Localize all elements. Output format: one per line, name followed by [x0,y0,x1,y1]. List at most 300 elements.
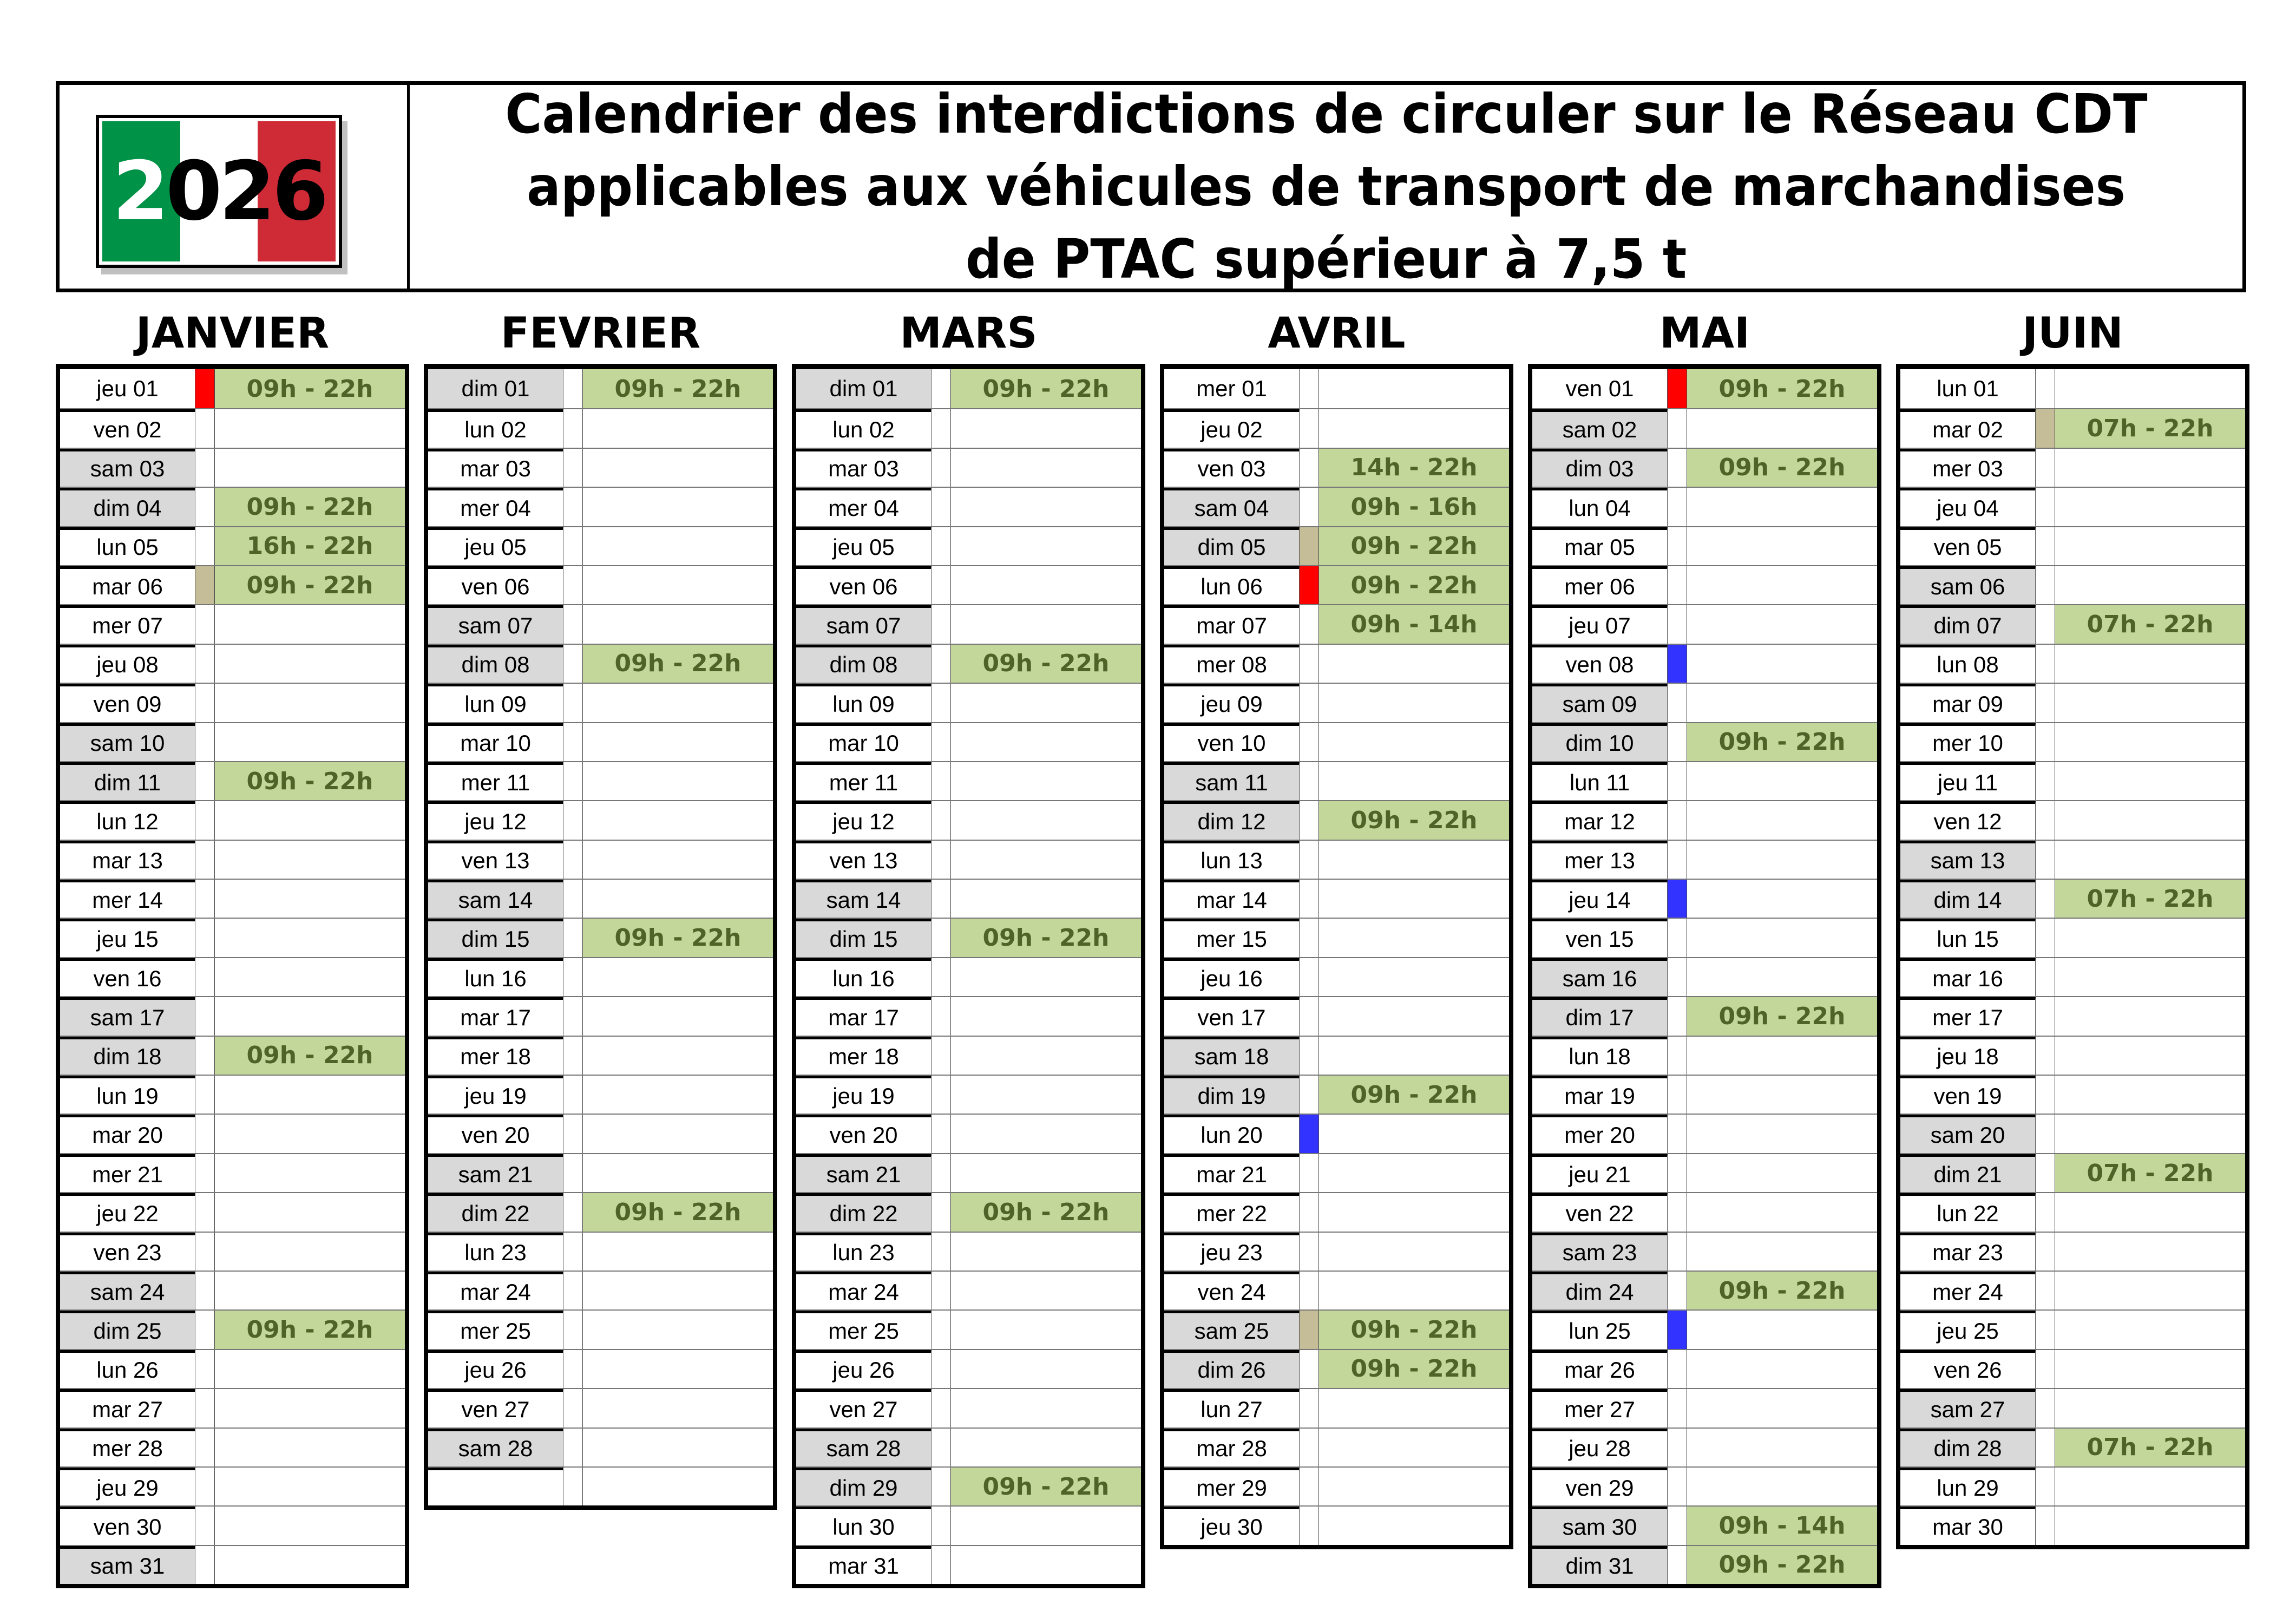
restriction-hours: 09h - 22h [1687,449,1877,487]
day-row [796,1114,1141,1152]
day-row [796,526,1141,565]
day-label: dim 08 [796,645,931,683]
marker-tan-icon [195,566,215,604]
marker-cell [1668,762,1687,800]
marker-cell [2036,801,2055,839]
day-row [60,604,405,643]
day-row [796,918,1141,957]
marker-cell [2036,527,2055,565]
restriction-hours [951,566,1141,604]
day-row [60,957,405,996]
day-row [60,448,405,487]
day-label: sam 27 [1900,1389,2036,1427]
restriction-hours [2055,919,2245,957]
day-row [60,1505,405,1544]
day-row [1164,918,1509,957]
day-label: mar 23 [1900,1233,2036,1271]
day-row [1164,722,1509,761]
marker-cell [195,1076,215,1114]
restriction-hours [2055,997,2245,1035]
marker-cell [931,1468,951,1505]
restriction-hours [2055,645,2245,683]
day-label: mar 07 [1164,605,1300,643]
day-row [1532,604,1877,643]
day-row [428,1309,773,1348]
day-row [1164,1466,1509,1505]
marker-tan-icon [2036,409,2055,447]
day-row [1900,1036,2245,1075]
day-row [428,408,773,447]
day-label: ven 06 [428,566,563,604]
marker-cell [2036,566,2055,604]
day-row [60,565,405,604]
restriction-hours [951,449,1141,487]
day-label: mar 10 [428,723,563,761]
restriction-hours [1687,801,1877,839]
day-label: jeu 30 [1164,1507,1300,1544]
day-row [796,879,1141,918]
day-row [796,1271,1141,1309]
day-label: dim 08 [428,645,563,683]
day-label: mer 11 [796,762,931,800]
marker-cell [563,1154,583,1192]
day-row [60,722,405,761]
marker-cell [1300,605,1319,643]
marker-cell [2036,684,2055,722]
marker-cell [563,1115,583,1152]
day-label: jeu 01 [60,369,195,408]
restriction-hours [951,1546,1141,1584]
day-label: lun 16 [796,958,931,996]
restriction-hours: 07h - 22h [2055,605,2245,643]
restriction-hours [951,1389,1141,1427]
restriction-hours [2055,1193,2245,1231]
restriction-hours: 07h - 22h [2055,409,2245,447]
day-row [60,1232,405,1271]
day-label: jeu 26 [796,1350,931,1388]
marker-cell [195,1468,215,1505]
day-row [1900,604,2245,643]
marker-cell [195,645,215,683]
day-row [1164,1271,1509,1309]
marker-cell [2036,919,2055,957]
marker-cell [1668,684,1687,722]
marker-blue-icon [1668,645,1687,683]
marker-cell [563,1037,583,1075]
day-row [1164,487,1509,526]
day-label: mar 27 [60,1389,195,1427]
day-label: sam 10 [60,723,195,761]
day-label: dim 31 [1532,1546,1668,1584]
restriction-hours [583,605,773,643]
marker-cell [1668,1115,1687,1152]
day-row [796,1545,1141,1584]
day-label: lun 12 [60,801,195,839]
marker-cell [2036,880,2055,918]
day-row [428,683,773,722]
day-row [1900,1232,2245,1271]
day-row [1164,644,1509,683]
day-row [1900,487,2245,526]
day-row [60,996,405,1035]
restriction-hours [583,997,773,1035]
day-label: sam 06 [1900,566,2036,604]
marker-cell [1668,919,1687,957]
day-label: sam 03 [60,449,195,487]
day-label: sam 30 [1532,1507,1668,1544]
day-label: mer 18 [796,1037,931,1075]
day-label: mar 30 [1900,1507,2036,1544]
restriction-hours [951,1076,1141,1114]
restriction-hours [1319,880,1509,918]
day-label: jeu 28 [1532,1429,1668,1466]
day-row [1164,840,1509,879]
month-mars [792,303,1145,1588]
restriction-hours [583,762,773,800]
month-avril [1160,303,1513,1549]
marker-cell [195,1429,215,1466]
day-row [1900,840,2245,879]
day-row [1900,996,2245,1035]
day-row [1164,1505,1509,1544]
day-row [1164,761,1509,800]
month-juin [1896,303,2249,1549]
day-row [796,1192,1141,1231]
marker-cell [1300,1389,1319,1427]
marker-cell [563,1468,583,1505]
day-label: lun 11 [1532,762,1668,800]
day-row [60,1075,405,1114]
restriction-hours: 09h - 22h [215,1311,405,1348]
restriction-hours [2055,1311,2245,1348]
day-label: jeu 16 [1164,958,1300,996]
day-label: lun 09 [796,684,931,722]
restriction-hours [951,1311,1141,1348]
marker-cell [931,1076,951,1114]
day-row [796,1309,1141,1348]
restriction-hours [2055,1507,2245,1544]
restriction-hours [2055,369,2245,408]
day-label: mar 26 [1532,1350,1668,1388]
day-label: mer 14 [60,880,195,918]
day-label: mar 17 [428,997,563,1035]
restriction-hours: 09h - 22h [215,1037,405,1075]
day-row [796,1505,1141,1544]
day-label: sam 14 [796,880,931,918]
day-label: mer 07 [60,605,195,643]
day-row [1532,879,1877,918]
day-label: sam 20 [1900,1115,2036,1152]
restriction-hours: 09h - 22h [1319,1311,1509,1348]
marker-cell [931,1507,951,1544]
day-row [1900,761,2245,800]
marker-cell [931,449,951,487]
day-label: ven 22 [1532,1193,1668,1231]
day-label: dim 01 [428,369,563,408]
day-label: mer 17 [1900,997,2036,1035]
restriction-hours: 09h - 22h [951,645,1141,683]
marker-cell [563,841,583,879]
day-row [1532,448,1877,487]
day-label: lun 23 [796,1233,931,1271]
marker-cell [195,1546,215,1584]
day-label: lun 04 [1532,488,1668,526]
day-label: mer 25 [796,1311,931,1348]
day-row [1164,1232,1509,1271]
marker-cell [195,958,215,996]
day-row [1164,683,1509,722]
day-label: mer 11 [428,762,563,800]
marker-cell [931,1037,951,1075]
day-label [428,1468,563,1505]
marker-red-icon [195,369,215,408]
marker-cell [931,527,951,565]
marker-cell [563,488,583,526]
month-title: JANVIER [135,309,330,358]
marker-cell [195,1233,215,1271]
day-label: jeu 08 [60,645,195,683]
day-label: ven 15 [1532,919,1668,957]
day-label: lun 15 [1900,919,2036,957]
restriction-hours [1319,1272,1509,1309]
restriction-hours [215,1233,405,1271]
day-row [1532,1349,1877,1388]
day-label: jeu 19 [428,1076,563,1114]
marker-cell [931,1115,951,1152]
day-row [796,761,1141,800]
day-row [428,996,773,1035]
day-row [428,1075,773,1114]
marker-cell [1300,409,1319,447]
day-label: dim 15 [428,919,563,957]
marker-cell [1668,997,1687,1035]
marker-cell [563,1076,583,1114]
day-row [60,644,405,683]
day-row [1900,1388,2245,1427]
day-label: ven 12 [1900,801,2036,839]
marker-cell [195,801,215,839]
day-row [1532,1505,1877,1544]
day-row [1900,918,2245,957]
marker-cell [1300,1076,1319,1114]
marker-cell [563,958,583,996]
day-label: mar 05 [1532,527,1668,565]
day-row [1532,487,1877,526]
marker-cell [1668,1076,1687,1114]
marker-cell [931,919,951,957]
restriction-hours [215,997,405,1035]
day-label: ven 06 [796,566,931,604]
restriction-hours [215,605,405,643]
day-row [1900,800,2245,839]
day-row [1900,1153,2245,1192]
restriction-hours [215,958,405,996]
day-row [428,722,773,761]
marker-blue-icon [1300,1115,1319,1152]
restriction-hours [1319,409,1509,447]
marker-cell [931,1429,951,1466]
day-label: mer 21 [60,1154,195,1192]
month-table [424,364,777,1510]
marker-cell [2036,958,2055,996]
day-label: mer 25 [428,1311,563,1348]
restriction-hours [1319,1154,1509,1192]
marker-cell [563,605,583,643]
day-row [1532,565,1877,604]
day-row [1164,369,1509,408]
marker-cell [195,449,215,487]
restriction-hours [583,1350,773,1388]
marker-cell [931,1233,951,1271]
restriction-hours [1687,605,1877,643]
restriction-hours: 09h - 22h [583,369,773,408]
day-label: dim 11 [60,762,195,800]
day-label: mer 18 [428,1037,563,1075]
day-row [1900,1192,2245,1231]
day-row [428,879,773,918]
restriction-hours [2055,723,2245,761]
day-row [1532,1271,1877,1309]
day-row [428,800,773,839]
restriction-hours [1319,1115,1509,1152]
marker-cell [563,449,583,487]
day-label: lun 06 [1164,566,1300,604]
marker-cell [563,1193,583,1231]
day-label: dim 21 [1900,1154,2036,1192]
day-row [796,408,1141,447]
day-label: mar 03 [796,449,931,487]
restriction-hours [583,1233,773,1271]
day-row [60,1309,405,1348]
day-label: mer 29 [1164,1468,1300,1505]
restriction-hours [1687,841,1877,879]
marker-cell [563,527,583,565]
marker-cell [1668,605,1687,643]
day-row [60,800,405,839]
restriction-hours [951,1350,1141,1388]
day-label: mar 09 [1900,684,2036,722]
restriction-hours [583,841,773,879]
marker-cell [1668,801,1687,839]
marker-cell [1300,723,1319,761]
logo-year-digit-2: 0 [166,144,219,239]
restriction-hours [951,880,1141,918]
restriction-hours: 09h - 22h [951,369,1141,408]
day-row [1164,1114,1509,1152]
restriction-hours [583,527,773,565]
day-label: lun 09 [428,684,563,722]
restriction-hours [1319,369,1509,408]
day-row [1532,918,1877,957]
restriction-hours [215,1115,405,1152]
day-row [796,1466,1141,1505]
day-label: mar 16 [1900,958,2036,996]
day-label: mar 06 [60,566,195,604]
day-row [796,1349,1141,1388]
restriction-hours [1319,958,1509,996]
restriction-hours [215,919,405,957]
day-row [796,957,1141,996]
marker-cell [1668,841,1687,879]
day-row [796,722,1141,761]
day-row [428,369,773,408]
day-row [1164,1309,1509,1348]
marker-cell [195,1507,215,1544]
marker-cell [1668,1037,1687,1075]
day-row [1532,683,1877,722]
day-row [60,1153,405,1192]
marker-cell [563,1311,583,1348]
day-row [796,644,1141,683]
day-row [1164,1075,1509,1114]
marker-cell [563,369,583,408]
day-row [1532,526,1877,565]
day-label: sam 16 [1532,958,1668,996]
day-label: mar 21 [1164,1154,1300,1192]
marker-cell [195,1037,215,1075]
restriction-hours: 09h - 22h [1687,997,1877,1035]
day-row [1900,1271,2245,1309]
restriction-hours [1319,1507,1509,1544]
day-label: dim 24 [1532,1272,1668,1309]
marker-cell [931,369,951,408]
restriction-hours [1687,958,1877,996]
day-row [60,1271,405,1309]
restriction-hours [1319,762,1509,800]
day-row [428,918,773,957]
marker-cell [1300,488,1319,526]
day-row [1900,1075,2245,1114]
day-label: lun 30 [796,1507,931,1544]
day-row [1164,1153,1509,1192]
marker-cell [1300,880,1319,918]
marker-blue-icon [1668,1311,1687,1348]
restriction-hours [1319,723,1509,761]
marker-cell [563,997,583,1035]
marker-cell [195,527,215,565]
day-row [1164,1427,1509,1466]
restriction-hours [1687,1350,1877,1388]
day-row [1900,1349,2245,1388]
day-label: lun 20 [1164,1115,1300,1152]
restriction-hours [2055,1115,2245,1152]
day-label: lun 19 [60,1076,195,1114]
day-label: jeu 23 [1164,1233,1300,1271]
day-label: dim 14 [1900,880,2036,918]
day-label: mer 27 [1532,1389,1668,1427]
day-label: ven 26 [1900,1350,2036,1388]
day-row [1164,448,1509,487]
day-label: dim 12 [1164,801,1300,839]
day-label: jeu 05 [796,527,931,565]
day-row [60,879,405,918]
marker-cell [563,723,583,761]
restriction-hours [2055,801,2245,839]
day-label: sam 18 [1164,1037,1300,1075]
day-label: lun 02 [428,409,563,447]
restriction-hours [215,1350,405,1388]
day-label: lun 27 [1164,1389,1300,1427]
restriction-hours [583,880,773,918]
day-label: dim 15 [796,919,931,957]
restriction-hours [1687,409,1877,447]
restriction-hours: 09h - 22h [583,1193,773,1231]
day-label: dim 28 [1900,1429,2036,1466]
month-title: AVRIL [1268,309,1406,358]
restriction-hours [215,1507,405,1544]
day-row [428,840,773,879]
restriction-hours [1687,1429,1877,1466]
